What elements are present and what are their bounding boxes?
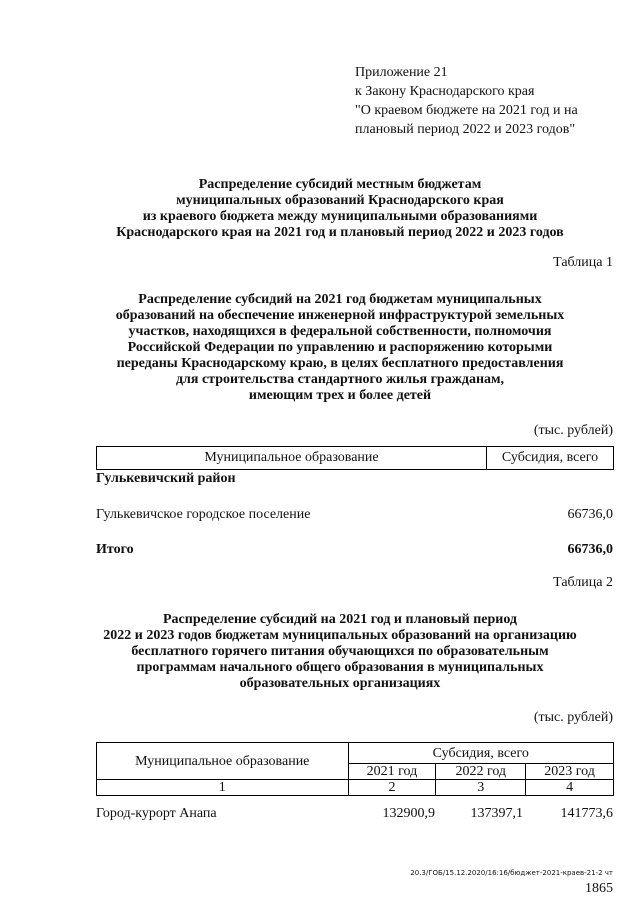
table2-title	[60, 612, 620, 692]
table1-header	[96, 446, 614, 470]
appendix-line: плановый период 2022 и 2023 годов"	[355, 122, 576, 137]
table1-district: Гулькевичский район	[96, 471, 236, 486]
document-code: 20.3/ГОБ/15.12.2020/16:16/бюджет-2021-краев-21-2 чт	[410, 869, 613, 877]
table2-col-number: 3	[436, 780, 526, 796]
table1-header-municipality: Муниципальное образование	[97, 447, 487, 469]
appendix-line: к Закону Краснодарского края	[355, 84, 535, 99]
table1-row-value: 66736,0	[567, 507, 613, 522]
table2-row-value-2021: 132900,9	[382, 806, 435, 821]
table2-header-subsidy: Субсидия, всего	[348, 743, 613, 764]
main-title-line: Распределение субсидий местным бюджетам	[198, 177, 482, 192]
main-title	[60, 177, 620, 241]
table1-title-line: Распределение субсидий на 2021 год бюджетам муниципальных	[138, 292, 542, 307]
table1-units: (тыс. рублей)	[533, 423, 613, 438]
table1-header-subsidy: Субсидия, всего	[501, 450, 599, 465]
table2-col-number: 2	[348, 780, 436, 796]
appendix-line: "О краевом бюджете на 2021 год и на	[355, 103, 578, 118]
table2-grid	[96, 742, 614, 796]
table2-row-value-2022: 137397,1	[470, 806, 523, 821]
appendix-line: Приложение 21	[355, 65, 448, 80]
table1-total-label: Итого	[96, 542, 134, 557]
table1-title-line: Российской Федерации по управлению и распоряжению которыми	[127, 340, 553, 355]
main-title-line: из краевого бюджета между муниципальными образованиями	[142, 209, 538, 224]
table2-units: (тыс. рублей)	[533, 710, 613, 725]
table1-title-line: участков, находящихся в федеральной собственности, полномочия	[128, 324, 552, 339]
table2-title-line: 2022 и 2023 годов бюджетам муниципальных образований на организацию	[103, 628, 577, 643]
table2-col-number: 4	[526, 780, 614, 796]
table2-header-municipality: Муниципальное образование	[97, 743, 349, 780]
table2-title-line: Распределение субсидий на 2021 год и плановый период	[162, 612, 518, 627]
table2-col-number: 1	[97, 780, 349, 796]
table1-title-line: имеющим трех и более детей	[248, 388, 432, 403]
table2-label: Таблица 2	[553, 575, 613, 590]
table1-total-value: 66736,0	[567, 542, 613, 557]
main-title-line: муниципальных образований Краснодарского края	[176, 193, 504, 208]
table1-title-line: для строительства стандартного жилья гражданам,	[175, 372, 505, 387]
appendix-block	[355, 63, 578, 139]
table1-title-line: переданы Краснодарскому краю, в целях бесплатного предоставления	[116, 356, 564, 371]
table2-title-line: бесплатного горячего питания обучающихся по образовательным	[131, 644, 549, 659]
table1-title-line: образований на обеспечение инженерной инфраструктурой земельных	[115, 308, 565, 323]
table1-row-name: Гулькевичское городское поселение	[96, 507, 311, 522]
table2-row-value-2023: 141773,6	[560, 806, 613, 821]
table1-title	[60, 292, 620, 404]
table2-year-header: 2022 год	[436, 764, 526, 780]
table2-row-name: Город-курорт Анапа	[96, 806, 217, 821]
table2-year-header: 2021 год	[348, 764, 436, 780]
page-number: 1865	[585, 881, 613, 896]
table1-label: Таблица 1	[553, 255, 613, 270]
main-title-line: Краснодарского края на 2021 год и плановый период 2022 и 2023 годов	[116, 225, 564, 240]
table2-title-line: программам начального общего образования в муниципальных	[136, 660, 544, 675]
table2-year-header: 2023 год	[526, 764, 614, 780]
table2-title-line: образовательных организациях	[239, 676, 441, 691]
